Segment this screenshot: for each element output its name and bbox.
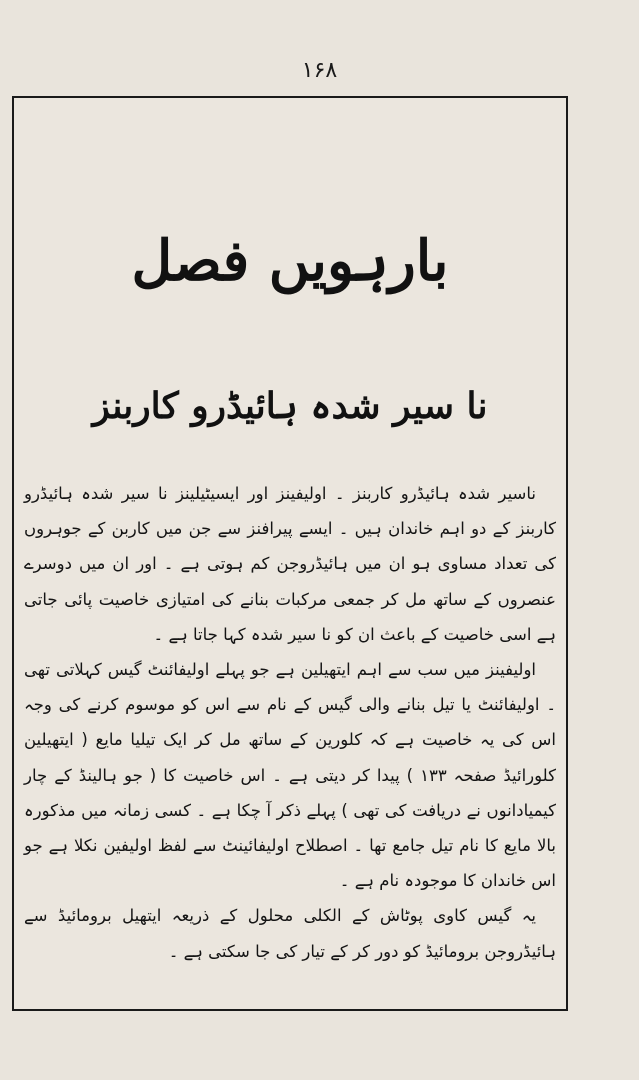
- paragraph-1: ناسیر شدہ ہائیڈرو کاربنز ۔ اولیفینز اور ایسیٹیلینز نا سیر شدہ ہائیڈرو کاربنز کے دو اہم خاندان ہیں ۔ ایسے پیرافنز سے جن میں کاربن کے جوہروں کی تعداد مساوی ہو ان میں ہائیڈروجن کم ہوتی ہے ۔ اور ان میں دوسرے عنصروں کے ساتھ مل کر جمعی مرکبات بنانے کی امتیازی خاصیت پائی جاتی ہے اسی خاصیت کے باعث ان کو نا سیر شدہ کہا جاتا ہے ۔: [24, 484, 556, 644]
- text-frame: [12, 96, 568, 1011]
- body-text: [24, 476, 556, 969]
- chapter-title: نا سیر شدہ ہائیڈرو کاربنز: [92, 385, 488, 427]
- chapter-heading: بارہویں فصل: [131, 228, 449, 294]
- paragraph-2: اولیفینز میں سب سے اہم ایتھیلین ہے جو پہلے اولیفائنٹ گیس کہلاتی تھی ۔ اولیفائنٹ یا تیل بنانے والی گیس کے نام سے اس کو موسوم کرنے کی وجہ اس کی یہ خاصیت ہے کہ کلورین کے ساتھ مل کر ایک تیلیا مایع ( ایتھیلین کلورائیڈ صفحہ ۱۳۳ ) پیدا کر دیتی ہے ۔ اس خاصیت کا ( جو ہالینڈ کے چار کیمیادانوں نے دریافت کی تھی ) پہلے ذکر آ چکا ہے ۔ کسی زمانہ میں مذکورہ بالا مایع کا نام تیل جامع تھا ۔ اصطلاح اولیفائینٹ سے لفظ اولیفین نکلا ہے جو اس خاندان کا موجودہ نام ہے ۔: [24, 660, 556, 891]
- page-number: ۱۶۸: [301, 58, 338, 83]
- paragraph-3: یہ گیس کاوی پوٹاش کے الکلی محلول کے ذریعہ ایتھیل برومائیڈ سے ہائیڈروجن برومائیڈ کو دور کر کے تیار کی جا سکتی ہے ۔: [24, 906, 556, 961]
